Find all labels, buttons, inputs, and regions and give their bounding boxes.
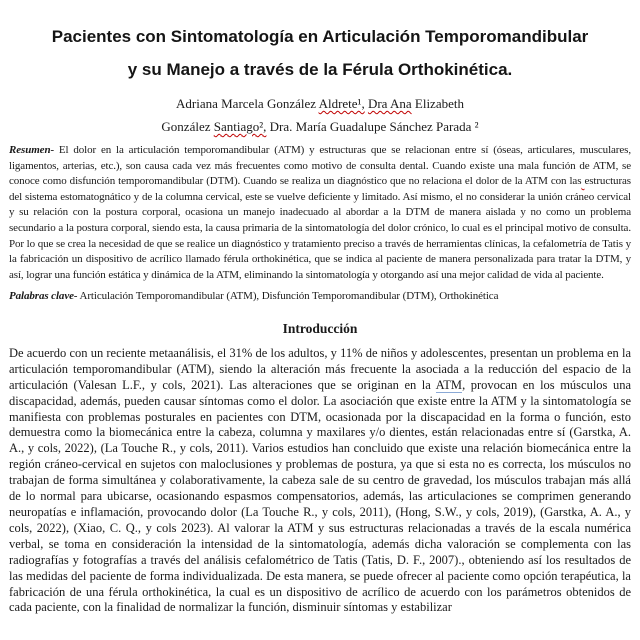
author-line-1	[9, 92, 631, 115]
keywords-line	[9, 289, 631, 305]
document-page	[9, 0, 631, 616]
keywords-label: Palabras clave-	[9, 290, 78, 303]
abstract-text: El dolor en la articulación temporomandibular (ATM) y estructuras que se relacionan entre sí (óseas, articulares, musculares, ligamentos, arterias, etc.), son causa cada vez más frecuentes como motivo de consulta dental. Cuando existe una mala función de ATM, se conoce como disfunción temporomandibular (DTM). Cuando se realiza un diagnóstico que no relaciona el dolor de la ATM con las	[9, 144, 631, 188]
paper-title	[9, 20, 631, 86]
misspelled-word: Santiago²,	[213, 119, 267, 134]
paper-title-line1: Pacientes con Sintomatología en Articulación Temporomandibular	[51, 27, 589, 46]
atm-link[interactable]: ATM	[435, 377, 463, 392]
author-line-2	[9, 115, 631, 138]
abstract-text: estructuras del sistema estomatognático y de la columna cervical, este se vuelve deficiente y limitado. Así mismo, el no considerar la unión cráneo cervical y su relación con la postura corporal, ocasiona un manejo inadecuado al abordar a la DTM de manera aislada y no como un problema secundario a la postura corporal, siendo esta, la causa primaria de la sintomatología del dolor crónico, lo cual es el principal motivo de consulta. Por lo que se crea la necesidad de que se realice un diagnóstico y tratamiento preciso a través de herramientas clínicas, la cefalometría de Tatis y la fabricación un dispositivo de acrílico llamado férula orthokinética, que se indica al paciente de manera personalizada para tratar la DTM, y así, lograr una función estática y dinámica de la ATM, eliminando la sintomatología y otorgando así una mejor calidad de vida al paciente.	[9, 175, 631, 281]
abstract-label: Resumen-	[9, 144, 55, 156]
misspelled-word: Dra Ana	[367, 96, 412, 111]
intro-paragraph	[9, 346, 631, 616]
paper-title-line2: y su Manejo a través de la Férula Orthokinética.	[127, 60, 513, 79]
intro-text: , provocan en los músculos una discapacidad, además, pueden causar síntomas como el dolor. La asociación que existe entre la ATM y la sintomatología se manifiesta con problemas posturales en pacientes con DTM, ocasionada por la discapacidad en la forma o función, esto demuestra como la biomecánica entre la cabeza, columna y maxilares y/o dientes, están relacionadas entre sí (Garstka, A. A., y cols, 2022), (La Touche R., y cols, 2011). Varios estudios han concluido que existe una relación biomecánica entre la región cráneo-cervical en sujetos con maloclusiones y problemas de postura, ya que si esta no es correcta, los músculos no trabajan de forma simultánea y colaborativamente, la cabeza sale de su centro de gravedad, los músculos trabajan más allá de lo normal para ubicarse, ocasionando espasmos compensatorios, además, las articulaciones se comprimen generando neuropatías e inflamación, provocando dolor (La Touche R., y cols, 2011), (Hong, S.W., y cols, 2019), (Garstka, A. A., y cols, 2022), (Xiao, C. Q., y cols 2023). Al valorar la ATM y sus estructuras relacionadas a través de la escala numérica verbal, se toma en consideración la intensidad de la sintomatología, además dicha valoración se complementa con las radiografías y fotografías a través del análisis cefalométrico de Tatis (Tatis, D. F., 2007)., obteniendo así los resultados de las medidas del paciente de forma individualizada. De esta manera, se puede ofrecer al paciente como opción terapéutica, la fabricación de una férula orthokinética, la cual es un dispositivo de acrílico de acuerdo con los parámetros obtenidos de cada paciente, con la finalidad de normalizar la función, disminuir síntomas y estabilizar	[9, 377, 631, 615]
intro-text: De acuerdo con un reciente metaanálisis, el 31% de los adultos, y 11% de niños y adolescentes, presentan un problema en la articulación temporomandibular (ATM), siendo la alteración más frecuente la asociada a la reducción del espacio de la articulación (Valesan L.F., y cols, 2021). Las alteraciones que se originan en la	[9, 345, 631, 392]
keywords-text: Articulación Temporomandibular (ATM), Disfunción Temporomandibular (DTM), Orthokinética	[77, 290, 499, 303]
author-name-text: Adriana Marcela González	[176, 96, 319, 111]
author-name-text: Elizabeth	[411, 96, 464, 111]
author-name-text: Dra. María Guadalupe Sánchez Parada ²	[266, 119, 479, 134]
abstract-paragraph	[9, 143, 631, 283]
author-block	[9, 92, 631, 138]
author-name-text: González	[161, 119, 214, 134]
misspelled-word: Aldrete¹,	[318, 96, 365, 111]
intro-heading: Introducción	[282, 320, 358, 336]
